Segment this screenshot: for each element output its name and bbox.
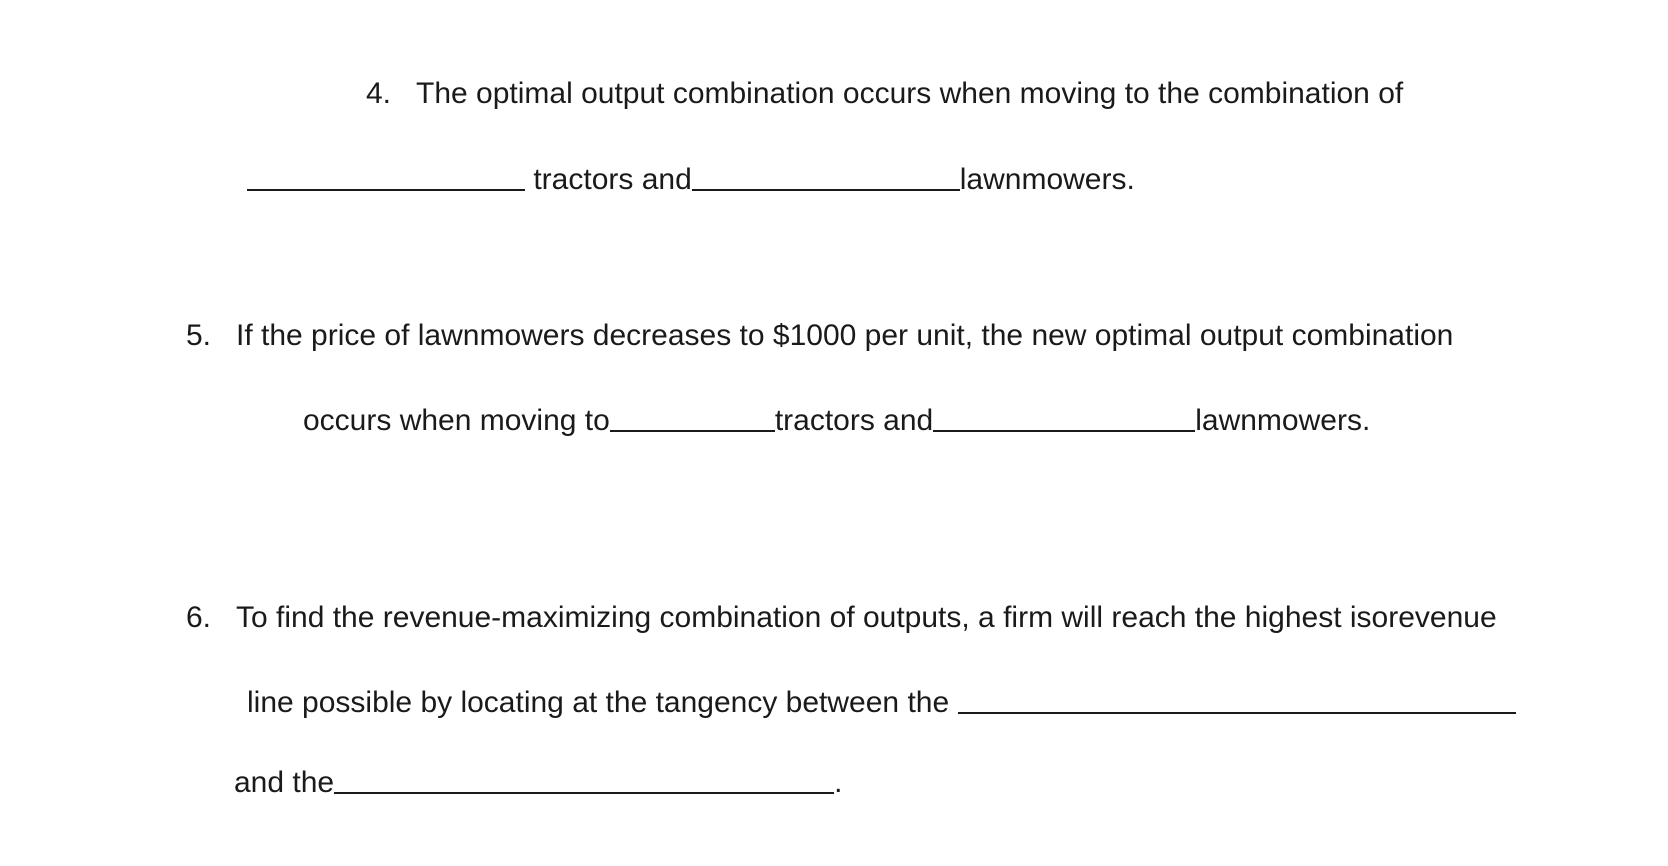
question-6-and-the-text: and the: [234, 766, 335, 799]
question-5-line-2: [303, 398, 1370, 439]
question-4-number: 4.: [366, 77, 392, 110]
question-6-text: To find the revenue-maximizing combination of outputs, a firm will reach the highest isorevenue: [236, 601, 1497, 634]
question-4-line-1: [366, 76, 1403, 112]
question-5-number: 5.: [186, 319, 212, 352]
question-6-number: 6.: [186, 601, 212, 634]
question-5-tractors-label: tractors and: [774, 404, 934, 437]
question-6-period: .: [834, 766, 843, 799]
question-5-lawnmowers-blank[interactable]: [933, 400, 1195, 432]
question-4-lawnmowers-label: lawnmowers.: [959, 163, 1135, 196]
question-4-lawnmowers-blank[interactable]: [692, 159, 960, 191]
question-6-second-blank[interactable]: [334, 762, 834, 794]
question-4-tractors-label: tractors and: [533, 163, 692, 196]
question-5-line-1: [186, 318, 1453, 354]
question-6-line-1: [186, 600, 1497, 636]
question-4-text: The optimal output combination occurs when moving to the combination of: [416, 77, 1404, 110]
question-6-first-blank[interactable]: [958, 682, 1516, 714]
question-5-lead-text: occurs when moving to: [303, 404, 610, 437]
question-5-text: If the price of lawnmowers decreases to $1000 per unit, the new optimal output combination: [236, 319, 1454, 352]
question-6-line-3: [234, 760, 842, 801]
question-5-tractors-blank[interactable]: [610, 400, 775, 432]
question-5-lawnmowers-label: lawnmowers.: [1195, 404, 1371, 437]
question-4-line-2: [247, 157, 1135, 198]
question-6-line-2: [247, 680, 1516, 721]
question-6-lead-text: line possible by locating at the tangency between the: [247, 686, 950, 719]
question-4-tractors-blank[interactable]: [247, 159, 525, 191]
